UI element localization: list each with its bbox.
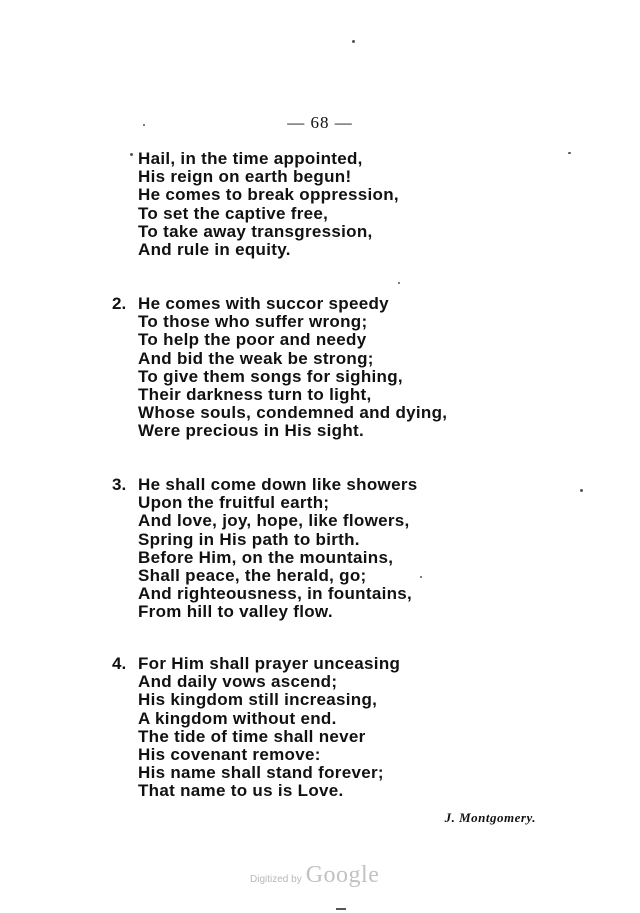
digitization-watermark xyxy=(250,862,379,889)
stanza-lines xyxy=(138,150,399,259)
verse-line: Hail, in the time appointed, xyxy=(138,149,363,168)
scan-speck xyxy=(580,489,583,492)
verse-line: For Him shall prayer unceasing xyxy=(138,654,401,673)
stanza-lines xyxy=(138,295,447,441)
verse-line: Were precious in His sight. xyxy=(138,421,365,441)
verse-line: His name shall stand forever; xyxy=(138,763,384,783)
verse-line: His covenant remove: xyxy=(138,745,321,765)
verse-line: That name to us is Love. xyxy=(138,781,344,801)
verse-line: To help the poor and needy xyxy=(138,330,367,350)
verse-line: His reign on earth begun! xyxy=(138,167,352,187)
verse-line: Upon the fruitful earth; xyxy=(138,493,330,513)
page-number: — 68 — xyxy=(287,113,353,132)
scan-speck xyxy=(130,153,133,156)
scan-speck xyxy=(336,908,346,910)
verse-line: To set the captive free, xyxy=(138,203,329,223)
verse-line: The tide of time shall never xyxy=(138,726,366,746)
scan-speck xyxy=(420,576,422,578)
watermark-prefix: Digitized by xyxy=(250,874,302,885)
scan-speck xyxy=(143,124,145,126)
watermark-brand: Google xyxy=(305,862,380,888)
verse-line: A kingdom without end. xyxy=(138,708,337,728)
verse-line: He comes to break oppression, xyxy=(138,185,399,205)
stanza-number: 4. xyxy=(112,654,127,673)
verse-line: Shall peace, the herald, go; xyxy=(138,566,367,586)
attribution: J. Montgomery. xyxy=(444,810,536,825)
verse-line: Their darkness turn to light, xyxy=(138,385,372,405)
verse-line: Whose souls, condemned and dying, xyxy=(138,403,448,423)
scan-speck xyxy=(352,40,355,43)
verse-line: And righteousness, in fountains, xyxy=(138,584,413,604)
verse-line: To take away transgression, xyxy=(138,221,373,241)
scan-speck xyxy=(398,282,400,284)
scan-speck xyxy=(568,152,571,154)
verse-line: And daily vows ascend; xyxy=(138,672,338,692)
stanza-lines xyxy=(138,655,400,801)
verse-line: To those who suffer wrong; xyxy=(138,312,368,332)
verse-line: He shall come down like showers xyxy=(138,475,418,494)
verse-line: Spring in His path to birth. xyxy=(138,529,360,549)
verse-line: And love, joy, hope, like flowers, xyxy=(138,511,410,531)
stanza-number: 3. xyxy=(112,475,127,494)
verse-line: He comes with succor speedy xyxy=(138,294,389,313)
verse-line: And bid the weak be strong; xyxy=(138,348,374,368)
verse-line: Before Him, on the mountains, xyxy=(138,547,394,567)
verse-line: From hill to valley flow. xyxy=(138,602,333,622)
verse-line: His kingdom still increasing, xyxy=(138,690,378,710)
verse-line: And rule in equity. xyxy=(138,240,291,260)
verse-line: To give them songs for sighing, xyxy=(138,366,403,386)
stanza-lines xyxy=(138,476,418,622)
stanza-number: 2. xyxy=(112,294,127,313)
